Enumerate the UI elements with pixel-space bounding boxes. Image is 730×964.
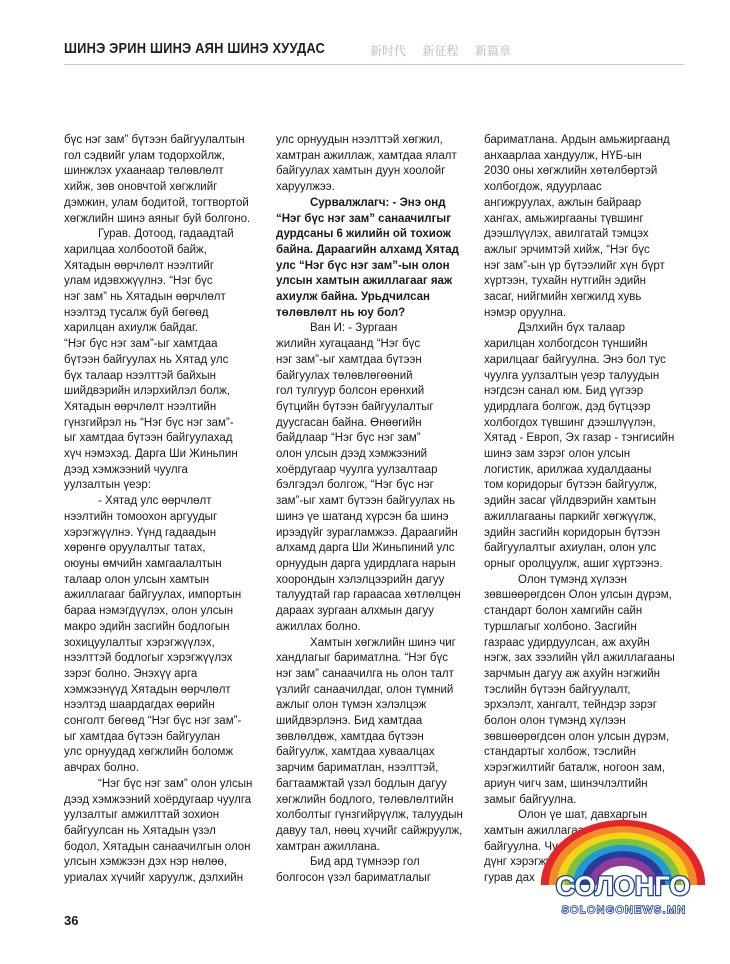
text-line: хоорондын хэлэлцээрийн дагуу [276, 573, 445, 586]
text-line: талуудтай гар гараасаа хөтлөлцөн [276, 589, 461, 602]
text-line: бараа нэмэгдүүлэх, олон улсын [64, 605, 234, 618]
text-line: чуулга уулзалтын үеэр талуудын [484, 369, 660, 382]
text-line: зөвлөлдөж, хамтдаа бүтээн [276, 730, 424, 743]
text-line: багтаамжтай үзэл бодлын дагуу [276, 777, 447, 790]
text-line: хоёрдугаар чуулга уулзалтаар [276, 463, 438, 476]
text-line: талаар олон улсын хамтын [64, 573, 210, 586]
text-line: ажиллагааны паркийг хөгжүүлж, [484, 510, 657, 523]
paragraph [484, 573, 684, 809]
paragraph [276, 855, 472, 886]
paragraph [64, 494, 270, 777]
text-line: Хамтын хөгжлийн шинэ чиг [310, 636, 456, 649]
text-line: дүнг хэрэгжү дсэн д [484, 856, 590, 869]
text-line: стандартыг холбож, тэслийн [484, 746, 637, 759]
text-line: нээлтэд тусалж буй бөгөөд [64, 306, 209, 319]
text-line: Дэлхийн бүх талаар [518, 322, 625, 335]
text-column-2 [276, 133, 472, 887]
text-line: бариматлана. Ардын амьжиргаанд [484, 134, 670, 146]
text-line: олон улсын дээд хэмжээний [276, 448, 428, 461]
text-line: ангижруулах, ажлын байраар [484, 196, 642, 209]
text-line: удирдлага болгож, дэд бүтцээр [484, 400, 651, 413]
text-line: дуусгасан байна. Өнөөгийн [276, 416, 422, 429]
text-line: холбогдох түвшинг дээшлүүлэн, [484, 416, 656, 429]
text-line: шинжлэх ухаанаар төлөвлөлт [64, 165, 224, 178]
text-line: ариун чигч зам, шинэчлэлтийн [484, 777, 648, 790]
text-line: болон олон түмэнд хүлээн [484, 715, 626, 728]
text-line: “Нэг бүс нэг зам” санаачилгыг [276, 212, 452, 225]
text-line: ахиулж байна. Урьдчилсан [276, 291, 430, 304]
text-line: улс орнуудад хөгжлийн боломж [64, 746, 234, 759]
text-line: хөгжлийн бодлого, төлөвлөлтийн [276, 793, 454, 806]
text-line: бүх талаар нээлттэй байхын [64, 369, 216, 382]
text-line: холболтыг гүнзгийрүүлж, талуудын [276, 809, 463, 822]
paragraph [484, 133, 684, 321]
text-line: хэрэгжүүлнэ. Үүнд гадаадын [64, 526, 217, 539]
text-line: орнуудын дарга удирдлага нарын [276, 557, 456, 570]
text-line: хэмжээнүүд Хятадын өөрчлөлт [64, 683, 231, 696]
text-line: харилцан ахиулж байдаг. [64, 322, 198, 335]
paragraph [276, 321, 472, 635]
text-line: хамтран ажиллаж, хамтдаа ялалт [276, 149, 457, 162]
text-line: зэрэг болно. Энэхүү арга [64, 667, 198, 680]
text-line: туршлагыг холбоно. Засгийн [484, 620, 637, 633]
text-line: ирээдүйг зурагламжээ. Дараагийн [276, 526, 458, 539]
text-line: бэлгэдэл болгож, “Нэг бүс нэг [276, 479, 434, 492]
logo-site: SOLONGONEWS.MN [561, 904, 687, 916]
text-line: “Нэг бүс нэг зам”-ыг хамтдаа [64, 338, 218, 351]
text-line: хангах, амьжиргааны түвшинг [484, 212, 644, 225]
text-line: нэг зам” нь Хятадын өөрчлөлт [64, 291, 226, 304]
text-line: Хятад - Европ, Эх газар - тэнгисийн [484, 432, 675, 445]
text-line: гол тулгуур болсон ерөнхий [276, 385, 425, 398]
text-line: 2030 оны хөгжлийн хөтөлбөртэй [484, 165, 658, 178]
text-line: Бид ард түмнээр гол [310, 856, 420, 869]
text-line: нээлттэй бодлогыг хэрэгжүүлэх [64, 652, 233, 665]
text-line: шинэ үе шатанд хүрсэн ба шинэ [276, 510, 449, 523]
text-line: хийж, зөв оновчтой хөгжлийг [64, 181, 218, 194]
text-line: дэмжин, улам бодитой, тогтвортой [64, 196, 249, 209]
text-line: харуулжээ. [276, 181, 335, 194]
text-line: засаг, нийгмийн хөгжилд хувь [484, 291, 642, 304]
text-line: нэмэр оруулна. [484, 306, 567, 319]
text-line: Сурвалжлагч: - Энэ онд [310, 196, 446, 209]
text-line: хандлагыг бариматлна. “Нэг бүс [276, 652, 448, 665]
text-line: эдийн засгийн коридорын бүтээн [484, 526, 661, 539]
text-line: давуу тал, нөөц хүчийг сайжруулж, [276, 824, 463, 837]
text-line: уулзалтын үеэр: [64, 479, 152, 492]
paragraph [64, 777, 270, 887]
text-line: харилцан холбогдсон түншийн [484, 338, 648, 351]
text-line: болгосон үзэл бариматлалыг [276, 872, 432, 885]
text-line: дараах зургаан алхмын дагуу [276, 605, 435, 618]
text-line: төлөвлөлт нь юу бол? [276, 306, 406, 319]
text-line: зөвшөөрөгдсөн олон улсын дүрэм, [484, 730, 670, 743]
text-line: байгуулсан нь Хятадын үзэл [64, 824, 216, 837]
text-line: харилцааг байгуулна. Энэ бол тус [484, 353, 666, 366]
text-line: ажлыг олон түмэн хэлэлцэж [276, 699, 427, 712]
text-line: нэг зам”-ын үр бүтээлийг хүн бүрт [484, 259, 665, 272]
text-line: нэгж, зах зээлийн үйл ажиллагааны [484, 652, 675, 665]
text-line: Олон түмэнд хүлээн [518, 573, 627, 586]
text-line: жилийн хугацаанд “Нэг бүс [276, 338, 421, 351]
text-line: зарчмын дагуу аж ахуйн нэгжийн [484, 667, 660, 680]
text-line: авчрах болно. [64, 762, 140, 775]
text-line: бүс нэг зам” бүтээн байгуулалтын [64, 134, 245, 146]
paragraph [276, 133, 472, 196]
chinese-subtitle [370, 42, 523, 60]
text-line: дээшлүүлэх, авилгатай тэмцэх [484, 228, 649, 241]
text-line: улам идэвхжүүлнэ. “Нэг бүс [64, 275, 213, 288]
text-line: дээд хэмжээний чуулга [64, 463, 188, 476]
text-line: гүнзгийрэл нь “Нэг бүс нэг зам”- [64, 416, 234, 429]
chinese-phrase: 新时代 [370, 44, 407, 58]
text-line: хамтран ажиллана. [276, 840, 380, 853]
paragraph [276, 196, 472, 322]
text-line: ыг хамтдаа бүтээн байгуулахад [64, 432, 233, 445]
text-line: уулзалтыг амжилттай зохион [64, 809, 220, 822]
text-line: зам”-ыг хамт бүтээн байгуулах нь [276, 495, 456, 508]
text-line: ажиллагааг байгуулах, импортын [64, 589, 242, 602]
text-line: байгуулах хамтын дуун хоолойг [276, 165, 446, 178]
text-line: бодол, Хятадын санаачилгын олон [64, 840, 251, 853]
text-line: байгуулж, хамтдаа хуваалцах [276, 746, 435, 759]
paragraph [64, 227, 270, 494]
text-line: улс орнуудын нээлттэй хөгжил, [276, 134, 443, 146]
text-line: улсын хамтын ажиллагааг яаж [276, 275, 453, 288]
text-line: нэгдсэн санал юм. Бид үүгээр [484, 385, 644, 398]
text-line: тэслийн бүтээн байгуулалт, [484, 683, 631, 696]
text-line: хөрөнгө оруулалтыг татах, [64, 542, 206, 555]
text-line: ажиллах болно. [276, 620, 361, 633]
text-line: анхаарлаа хандуулж, НҮБ-ын [484, 149, 642, 162]
paragraph [64, 133, 270, 227]
paragraph [276, 636, 472, 856]
page-number: 36 [64, 913, 79, 928]
text-line: хэрэгжилтийг баталж, ногоон зам, [484, 762, 665, 775]
text-line: хүртээн, тухайн нутгийн эдийн [484, 275, 646, 288]
text-line: логистик, арилжаа худалдааны [484, 463, 652, 476]
magazine-title: ШИНЭ ЭРИН ШИНЭ АЯН ШИНЭ ХУУДАС [64, 40, 326, 57]
text-line: стандарт болон хамгийн сайн [484, 605, 643, 618]
text-line: улс “Нэг бүс нэг зам”-ын олон [276, 259, 450, 272]
text-line: газраас удирдуулсан, аж ахуйн [484, 636, 650, 649]
text-line: гол сэдвийг улам тодорхойлж, [64, 149, 225, 162]
text-line: зарчим бариматлан, нээлттэй, [276, 762, 439, 775]
text-line: эдийн засаг үйлдвэрийн хамтын [484, 495, 657, 508]
text-line: ажлыг эрчимтэй хийж, “Нэг бүс [484, 243, 650, 256]
text-line: байна. Дараагийн алхамд Хятад [276, 243, 459, 256]
text-line: зөвшөөрөгдсөн Олон улсын дүрэм, [484, 589, 672, 602]
chinese-phrase: 新篇章 [474, 44, 511, 58]
text-line: Хятадын өөрчлөлт нээлтийг [64, 259, 215, 272]
text-line: - Хятад улс өөрчлөлт [98, 495, 212, 508]
text-line: холбогдож, ядуурлаас [484, 181, 602, 194]
text-line: “Нэг бүс нэг зам” олон улсын [98, 777, 253, 790]
running-header [64, 38, 684, 65]
text-line: шийдвэрлэнэ. Бид хамтдаа [276, 715, 423, 728]
text-line: нэг зам” санаачилга нь олон талт [276, 667, 454, 680]
text-line: оюуны өмчийн хамгаалалтын [64, 557, 222, 570]
text-line: зохицуулалтыг хэрэгжүүлэх, [64, 636, 215, 649]
text-line: нээлтийн томоохон аргуудыг [64, 510, 218, 523]
text-line: замыг байгуулна. [484, 793, 577, 806]
text-line: нэг зам”-ыг хамтдаа бүтээн [276, 353, 422, 366]
text-line: дээд хэмжээний хоёрдугаар чуулга [64, 793, 252, 806]
text-line: нээлтэд шаардагдах өөрийн [64, 699, 215, 712]
text-line: алхамд дарга Ши Жиньпиний улс [276, 542, 455, 555]
text-line: шинэ зам зэрэг олон улсын [484, 448, 631, 461]
text-column-3 [484, 133, 684, 887]
text-line: хөгжлийн шинэ аяныг буй болгоно. [64, 212, 251, 225]
text-line: орныг оролцуулж, ашиг хүртээнэ. [484, 557, 663, 570]
text-line: уриалах хүчийг харуулж, дэлхийн [64, 872, 244, 885]
text-line: Олон үе шат, давхаргын [518, 809, 648, 822]
text-line: байгуулалтыг ахиулан, олон улс [484, 542, 657, 555]
text-line: сонголт бөгөөд “Нэг бүс нэг зам”- [64, 715, 242, 728]
text-column-1 [64, 133, 270, 887]
text-line: эрхэлэлт, хангалт, тейндэр зэрэг [484, 699, 657, 712]
text-line: бүтцийн бүтээн байгуулалтыг [276, 400, 434, 413]
text-line: хүч нэмэхэд. Дарга Ши Жиньпин [64, 448, 238, 461]
text-line: улсын хэмжээн дэх нэр нөлөө, [64, 856, 228, 869]
chinese-phrase: 新征程 [422, 44, 459, 58]
text-line: харилцаа холбоотой байж, [64, 243, 207, 256]
text-line: макро эдийн засгийн бодлогын [64, 620, 230, 633]
text-line: Хятадын өөрчлөлт нээлтийн [64, 400, 217, 413]
text-line: байгуулна. Чу [484, 840, 558, 853]
text-line: гурав дах [484, 872, 535, 885]
paragraph [484, 321, 684, 572]
text-line: Ван И: - Зургаан [310, 322, 398, 335]
text-line: ыг хамтдаа бүтээн байгуулан [64, 730, 221, 743]
text-line: шийдвэрийн илэрхийлэл болж, [64, 385, 230, 398]
text-line: байдлаар “Нэг бүс нэг зам” [276, 432, 421, 445]
text-line: хамтын ажиллагаа [484, 824, 585, 837]
text-line: үзлийг санаачилдаг, олон түмний [276, 683, 454, 696]
text-line: байгуулах төлөвлөгөөний [276, 369, 413, 382]
text-line: дурдсаны 6 жилийн ой тохиож [276, 228, 451, 241]
text-line: Гурав. Дотоод, гадаадтай [98, 228, 234, 241]
solongo-logo [528, 815, 718, 925]
logo-name: СОЛОНГО [555, 871, 691, 901]
text-line: бүтээн байгуулах нь Хятад улс [64, 353, 229, 366]
text-line: том коридорыг бүтээн байгуулж, [484, 479, 658, 492]
